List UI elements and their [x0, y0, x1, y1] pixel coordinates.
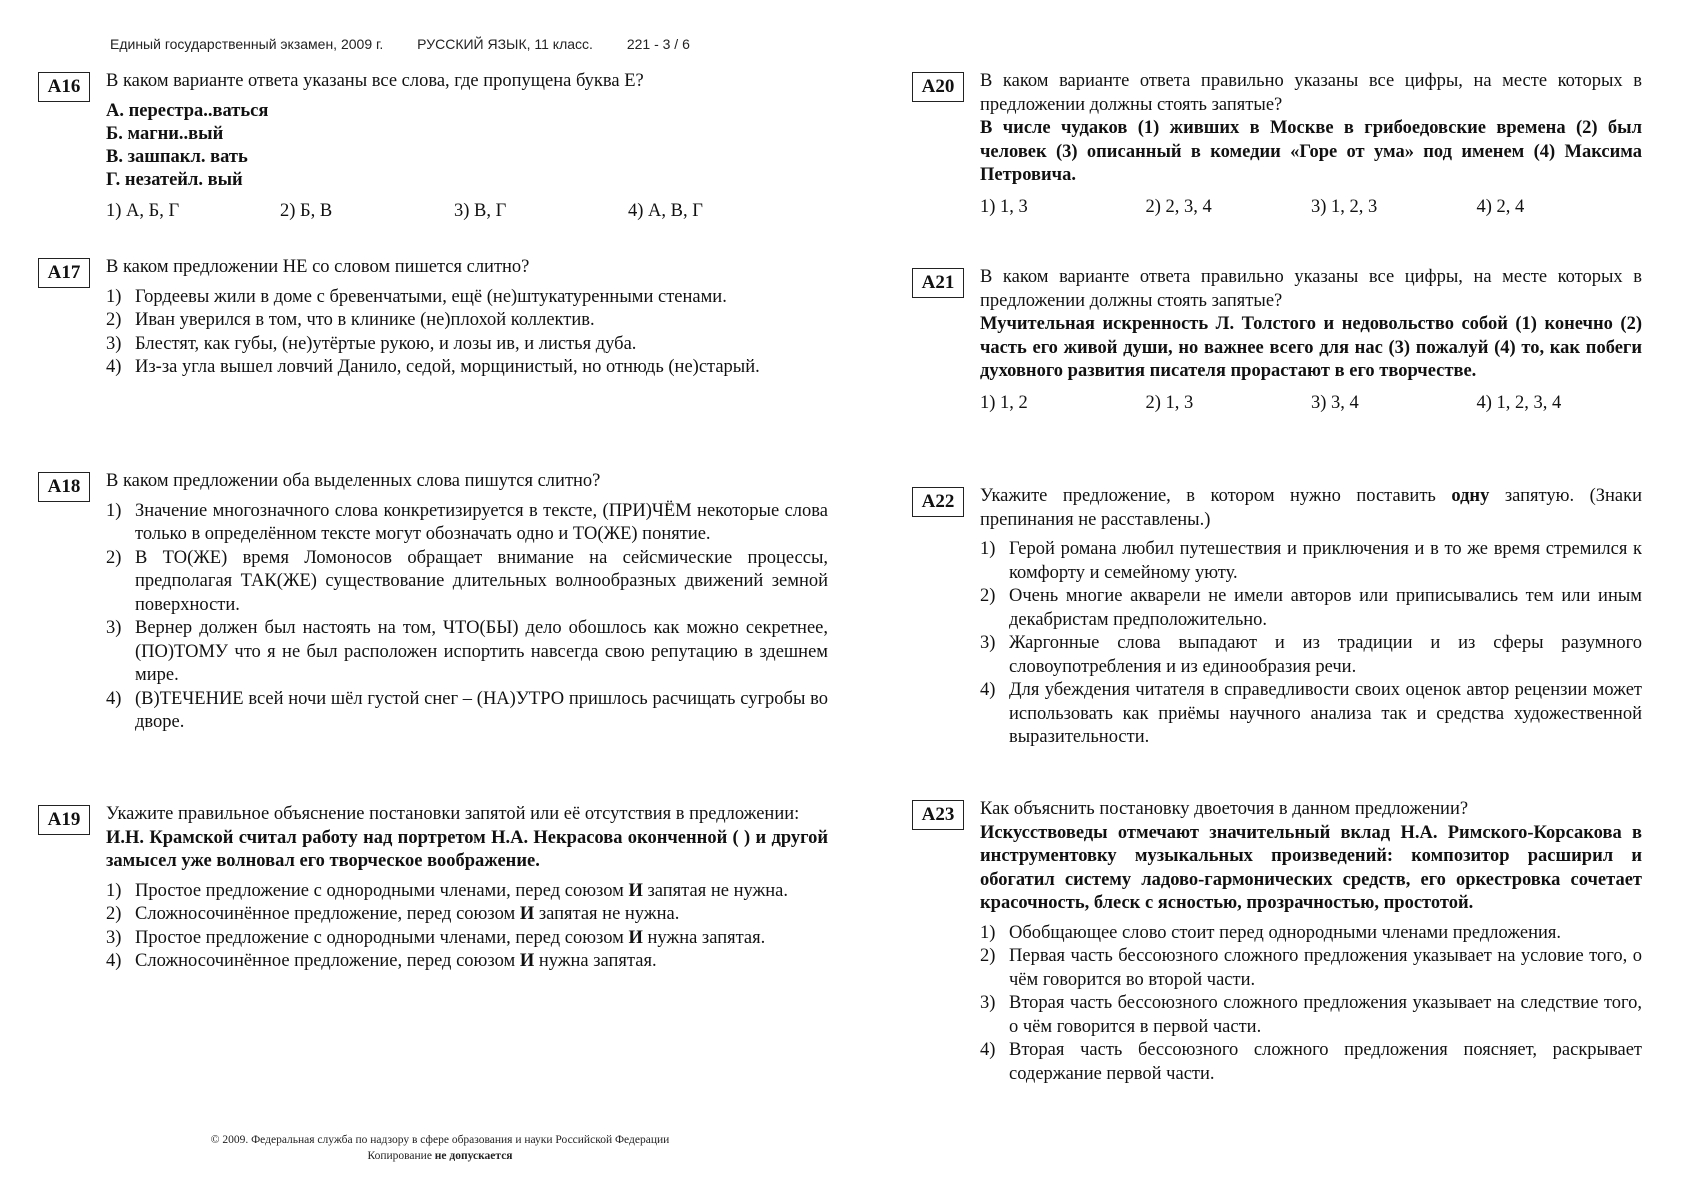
answer-row	[106, 200, 828, 224]
task-label: A23	[912, 800, 964, 830]
task-label: A21	[912, 268, 964, 298]
answer-option: 2) 2, 3, 4	[1145, 196, 1212, 217]
copyright-notice: © 2009. Федеральная служба по надзору в сфере образования и науки Российской Федерации	[210, 1134, 670, 1146]
answer-option: 4) Вторая часть бессоюзного сложного предложения поясняет, раскрывает содержание первой части.	[980, 1040, 1642, 1084]
answer-option: 3) 3, 4	[1311, 392, 1359, 413]
task-question: В каком варианте ответа правильно указаны все цифры, на месте которых в предложении должны стоять запятые?	[980, 71, 1642, 115]
answer-row	[980, 196, 1642, 220]
task-sentence: В числе чудаков (1) живших в Москве в грибоедовские времена (2) был человек (3) описанный в комедии «Горе от ума» под именем (4) Максима Петровича.	[980, 118, 1642, 185]
task-label: A19	[38, 805, 90, 835]
task-sentence: Искусствоведы отмечают значительный вклад Н.А. Римского-Корсакова в инструментовку музыкальных произведений: композитор расширил и обогатил систему ладово-гармонических средств, его оркестровка сочетает красочность, блеск с ясностью, прозрачностью, простотой.	[980, 822, 1642, 913]
page-header	[110, 36, 720, 52]
answer-option: 2) Б, В	[280, 200, 333, 221]
answer-option: 3) В, Г	[454, 200, 507, 221]
task-a19	[38, 803, 828, 974]
answer-option: 1) Герой романа любил путешествия и приключения и в то же время стремился к комфорту и семейному уюту.	[980, 539, 1642, 583]
task-label: A17	[38, 258, 90, 288]
task-label: A22	[912, 487, 964, 517]
answer-option: 3) Блестят, как губы, (не)утёртые рукою, и лозы ив, и листья дуба.	[106, 333, 637, 354]
word-item: Б. магни..вый	[106, 123, 224, 144]
answer-option: 1) А, Б, Г	[106, 200, 180, 221]
answer-option: 4) (В)ТЕЧЕНИЕ всей ночи шёл густой снег – (НА)УТРО пришлось расчищать сугробы во дворе.	[106, 688, 828, 732]
answer-option: 1) 1, 3	[980, 196, 1028, 217]
answer-option: 3) Простое предложение с однородными членами, перед союзом И нужна запятая.	[106, 927, 766, 948]
task-question: Как объяснить постановку двоеточия в данном предложении?	[980, 799, 1469, 819]
answer-option: 2) Сложносочинённое предложение, перед союзом И запятая не нужна.	[106, 904, 680, 924]
task-question: В каком предложении оба выделенных слова пишутся слитно?	[106, 471, 601, 491]
answer-option: 4) 2, 4	[1476, 196, 1525, 217]
answer-option: 4) А, В, Г	[628, 200, 703, 221]
task-question: Укажите предложение, в котором нужно поставить одну запятую. (Знаки препинания не расставлены.)	[980, 486, 1642, 530]
answer-option: 3) 1, 2, 3	[1311, 196, 1378, 217]
task-a22	[912, 485, 1642, 750]
task-question: В каком предложении НЕ со словом пишется слитно?	[106, 257, 530, 277]
task-question: В каком варианте ответа указаны все слова, где пропущена буква Е?	[106, 71, 644, 91]
page-footer	[170, 1132, 710, 1164]
answer-option: 4) Сложносочинённое предложение, перед союзом И нужна запятая.	[106, 951, 657, 971]
task-question: В каком варианте ответа правильно указаны все цифры, на месте которых в предложении должны стоять запятые?	[980, 267, 1642, 311]
answer-option: 1) Гордеевы жили в доме с бревенчатыми, ещё (не)штукатуренными стенами.	[106, 286, 727, 307]
answer-option: 2) 1, 3	[1145, 392, 1194, 413]
task-sentence: И.Н. Крамской считал работу над портретом Н.А. Некрасова оконченной ( ) и другой замысел уже волновал его творческое воображение.	[106, 827, 828, 871]
answer-option: 4) Для убеждения читателя в справедливости своих оценок автор рецензии может использовать как приёмы научного анализа так и средства художественной выразительности.	[980, 680, 1642, 747]
answer-option: 1) Обобщающее слово стоит перед однородными членами предложения.	[980, 922, 1562, 943]
task-label: A20	[912, 72, 964, 102]
task-label: A18	[38, 472, 90, 502]
exam-title: Единый государственный экзамен, 2009 г.	[110, 36, 384, 52]
word-item: А. перестра..ваться	[106, 100, 269, 121]
answer-option: 3) Вернер должен был настоять на том, ЧТО(БЫ) дело обошлось как можно секретнее, (ПО)ТОМУ что я не был расположен испортить навсегда свою репутацию в здешнем мире.	[106, 618, 828, 685]
answer-option: 1) 1, 2	[980, 392, 1028, 413]
subject-title: РУССКИЙ ЯЗЫК, 11 класс.	[417, 36, 593, 52]
task-a20	[912, 70, 1642, 219]
task-a17	[38, 256, 828, 380]
task-label: A16	[38, 72, 90, 102]
task-a21	[912, 266, 1642, 415]
task-a16	[38, 70, 828, 223]
copy-restriction: Копирование не допускается	[367, 1150, 513, 1162]
task-a23	[912, 798, 1642, 1086]
answer-option: 4) 1, 2, 3, 4	[1476, 392, 1562, 413]
task-sentence: Мучительная искренность Л. Толстого и недовольство собой (1) конечно (2) часть его живой души, но важнее всего для нас (3) пожалуй (4) то, как побеги духовного развития писателя прорастают в его творчестве.	[980, 314, 1642, 381]
answer-option: 4) Из-за угла вышел ловчий Данило, седой, морщинистый, но отнюдь (не)старый.	[106, 357, 760, 377]
word-item: В. зашпакл. вать	[106, 146, 248, 167]
answer-option: 2) Очень многие акварели не имели авторов или приписывались тем или иным декабристам предположительно.	[980, 586, 1642, 630]
answer-option: 2) Иван уверился в том, что в клинике (не)плохой коллектив.	[106, 310, 595, 330]
word-list	[106, 100, 828, 192]
word-item: Г. незатейл. вый	[106, 169, 243, 190]
task-question: Укажите правильное объяснение постановки запятой или её отсутствия в предложении:	[106, 804, 800, 824]
answer-option: 3) Жаргонные слова выпадают и из традиции и из сферы разумного словоупотребления и из единообразия речи.	[980, 633, 1642, 677]
answer-option: 2) В ТО(ЖЕ) время Ломоносов обращает внимание на сейсмические процессы, предполагая ТАК(ЖЕ) существование длительных волнообразных движений земной поверхности.	[106, 547, 828, 615]
page-number: 221 - 3 / 6	[626, 36, 690, 52]
answer-row	[980, 392, 1642, 416]
task-a18	[38, 470, 828, 735]
answer-option: 1) Простое предложение с однородными членами, перед союзом И запятая не нужна.	[106, 880, 789, 901]
answer-option: 2) Первая часть бессоюзного сложного предложения указывает на условие того, о чём говорится во второй части.	[980, 946, 1642, 990]
answer-option: 1) Значение многозначного слова конкретизируется в тексте, (ПРИ)ЧЁМ некоторые слова только в определённом тексте могут обозначать одно и ТО(ЖЕ) понятие.	[106, 500, 828, 544]
answer-option: 3) Вторая часть бессоюзного сложного предложения указывает на следствие того, о чём говорится в первой части.	[980, 993, 1642, 1037]
